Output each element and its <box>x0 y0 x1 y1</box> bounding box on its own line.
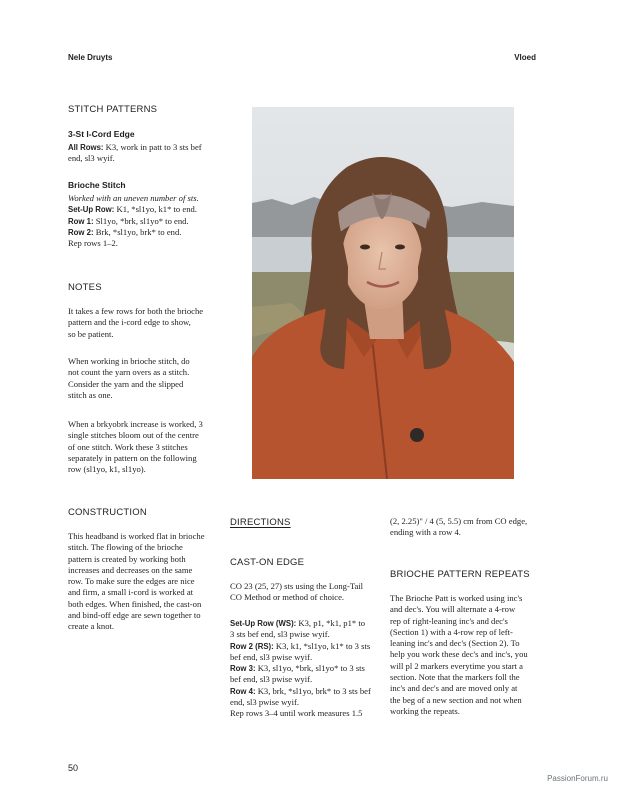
brioche-title: Brioche Stitch <box>68 180 126 190</box>
cast-on-heading: CAST-ON EDGE <box>230 557 305 568</box>
header-title: Vloed <box>514 53 536 62</box>
brioche-repeats-heading: BRIOCHE PATTERN REPEATS <box>390 569 530 580</box>
notes-heading: NOTES <box>68 282 102 293</box>
watermark: PassionForum.ru <box>547 774 608 783</box>
brioche-repeats-text: The Brioche Patt is worked using inc's and dec's. You will alternate a 4-row rep of right-leaning inc's and dec's (Section 1) with a 4-row rep of left- leaning inc's and dec's (Section 2). To help you work these dec's and inc's, you will pl 2 markers everytime you start a section. Note that the markers foll the inc's and dec's and are moved only at the beg of a new section and not when working the repeats. <box>390 593 528 716</box>
icord-text: All Rows: K3, work in patt to 3 sts bef end, sl3 wyif. <box>68 142 202 164</box>
directions-continued: (2, 2.25)" / 4 (5, 5.5) cm from CO edge, ending with a row 4. <box>390 516 528 538</box>
model-photo <box>252 107 514 479</box>
notes-paragraph-1: It takes a few rows for both the brioche pattern and the i-cord edge to show, so be patient. <box>68 306 204 339</box>
icord-title: 3-St I-Cord Edge <box>68 129 135 139</box>
directions-rows: Set-Up Row (WS): K3, p1, *k1, p1* to 3 sts bef end, sl3 pwise wyif. Row 2 (RS): K3, k1, *sl1yo, k1* to 3 sts bef end, sl3 pwise wyif. Row 3: K3, sl1yo, *brk, sl1yo* to 3 sts bef end, sl3 pwise wyif. Row 4: K3, brk, *sl1yo, brk* to 3 sts bef end, sl3 pwise wyif. Rep rows 3–4 until work measures 1.5 <box>230 618 371 719</box>
stitch-patterns-heading: STITCH PATTERNS <box>68 104 158 115</box>
construction-heading: CONSTRUCTION <box>68 507 147 518</box>
notes-paragraph-2: When working in brioche stitch, do not count the yarn overs as a stitch. Consider the yarn and the slipped stitch as one. <box>68 356 190 400</box>
directions-heading: DIRECTIONS <box>230 517 291 528</box>
brioche-text: Worked with an uneven number of sts. Set-Up Row: K1, *sl1yo, k1* to end. Row 1: Sl1yo, *brk, sl1yo* to end. Row 2: Brk, *sl1yo, brk* to end. Rep rows 1–2. <box>68 193 199 249</box>
cast-on-text: CO 23 (25, 27) sts using the Long-Tail CO Method or method of choice. <box>230 581 364 603</box>
header-author: Nele Druyts <box>68 53 113 62</box>
construction-text: This headband is worked flat in brioche stitch. The flowing of the brioche pattern is created by working both increases and decreases on the same row. To make sure the edges are nice and firm, a small i-cord is worked at both edges. When finished, the cast-on and bind-off edge are sewn together to create a knot. <box>68 531 205 632</box>
notes-paragraph-3: When a brkyobrk increase is worked, 3 single stitches bloom out of the centre of one stitch. Work these 3 stitches separately in pattern on the following row (sl1yo, k1, sl1yo). <box>68 419 203 475</box>
page-number: 50 <box>68 763 79 773</box>
